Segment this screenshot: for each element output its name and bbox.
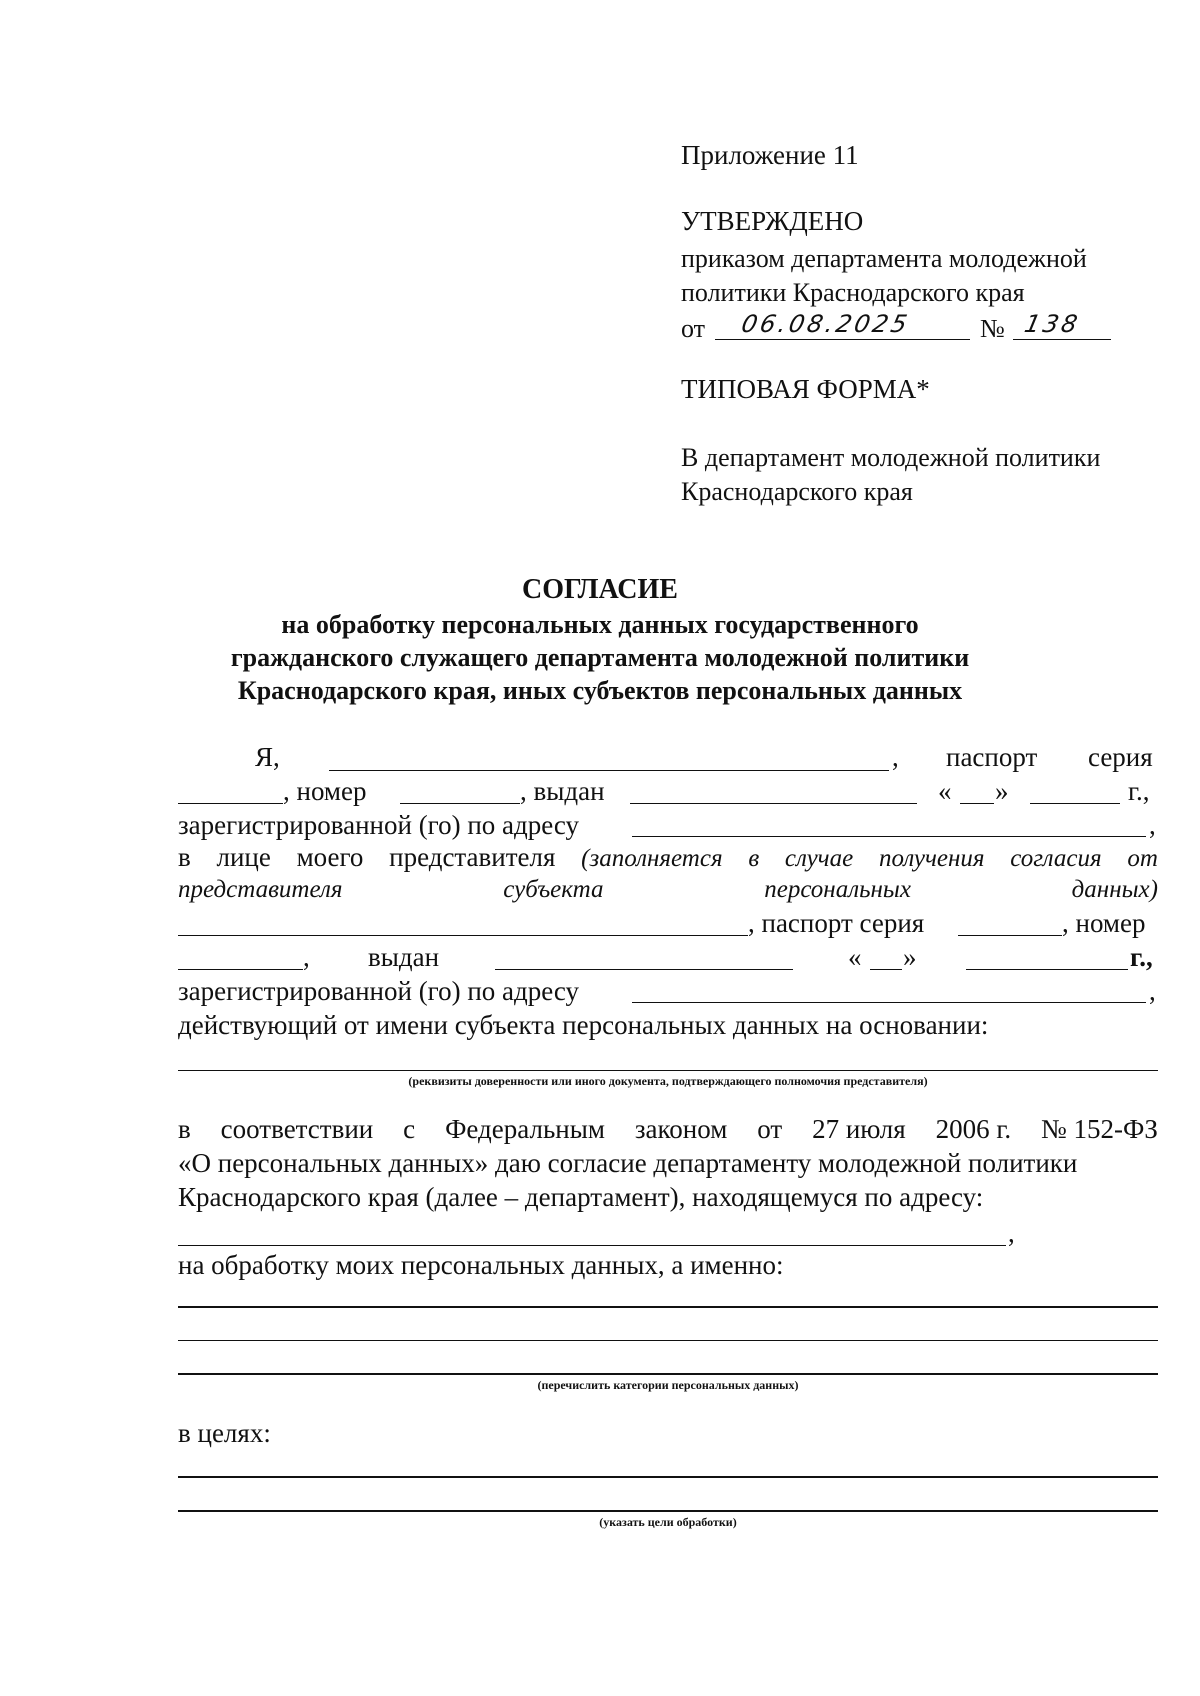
- doc-title: СОГЛАСИЕ: [522, 574, 678, 605]
- quote-open: «: [848, 942, 862, 972]
- addressee-line-2: Краснодарского края: [681, 477, 913, 506]
- consent-word: 2006 г.: [935, 1114, 1012, 1144]
- rep-note-word: субъекта: [503, 876, 604, 903]
- number-label: , номер: [283, 776, 367, 806]
- purposes-caption: (указать цели обработки): [599, 1515, 737, 1529]
- representative-note-line: [178, 876, 1158, 904]
- comma: ,: [1149, 810, 1156, 840]
- title-line-2: гражданского служащего департамента молодежной политики: [230, 643, 970, 672]
- consent-word: Федеральным: [445, 1114, 605, 1144]
- address-field[interactable]: [632, 836, 1146, 837]
- form-type-label: ТИПОВАЯ ФОРМА*: [681, 374, 930, 404]
- consent-word: соответствии: [220, 1114, 374, 1144]
- rep-registered-label: зарегистрированной (го) по адресу: [178, 976, 580, 1006]
- rep-note-word: персональных: [764, 876, 911, 903]
- number-underline: [1013, 339, 1111, 340]
- rep-passport-number-field[interactable]: [178, 969, 303, 970]
- quote-open: «: [938, 776, 952, 806]
- consent-word: от: [757, 1114, 783, 1144]
- passport-label: паспорт: [946, 742, 1038, 772]
- acting-label: действующий от имени субъекта персональных данных на основании:: [178, 1010, 989, 1040]
- rep-note-word: согласия: [1010, 845, 1102, 872]
- i-label: Я,: [255, 742, 280, 772]
- rep-issued-by-field[interactable]: [495, 969, 793, 970]
- rep-passport-series-field[interactable]: [958, 935, 1062, 936]
- categories-field-3[interactable]: [178, 1373, 1158, 1375]
- consent-word: в: [178, 1114, 191, 1144]
- order-date-handwritten: 06.08.2025: [739, 310, 913, 338]
- date-underline: [715, 339, 970, 340]
- rep-note-word: (заполняется: [581, 845, 723, 872]
- order-number-label: №: [980, 314, 1005, 343]
- title-line-3: Краснодарского края, иных субъектов персональных данных: [237, 676, 963, 705]
- purposes-field-1[interactable]: [178, 1476, 1158, 1478]
- comma: ,: [303, 942, 310, 972]
- categories-caption: (перечислить категории персональных данных): [537, 1378, 799, 1392]
- order-line-2: политики Краснодарского края: [681, 278, 1025, 307]
- order-number-handwritten: 138: [1022, 310, 1083, 338]
- issue-day-field[interactable]: [960, 803, 994, 804]
- rep-note-word: получения: [878, 845, 985, 872]
- issued-label: , выдан: [520, 776, 605, 806]
- consent-word: законом: [634, 1114, 728, 1144]
- order-line-1: приказом департамента молодежной: [681, 244, 1087, 273]
- purposes-field-2[interactable]: [178, 1510, 1158, 1512]
- consent-line-2: «О персональных данных» даю согласие департаменту молодежной политики: [178, 1148, 1078, 1178]
- year-suffix: г.,: [1128, 776, 1150, 806]
- consent-line-1: [178, 1114, 1158, 1145]
- power-of-attorney-field[interactable]: [178, 1070, 1158, 1071]
- consent-word: с: [403, 1114, 416, 1144]
- passport-series-field[interactable]: [178, 803, 283, 804]
- rep-number-label: , номер: [1062, 908, 1146, 938]
- department-address-field[interactable]: [178, 1245, 1006, 1246]
- categories-field-1[interactable]: [178, 1306, 1158, 1308]
- fullname-field[interactable]: [329, 770, 889, 771]
- comma: ,: [1008, 1218, 1015, 1248]
- approved-label: УТВЕРЖДЕНО: [681, 206, 864, 236]
- rep-issue-day-field[interactable]: [870, 969, 902, 970]
- series-label: серия: [1088, 742, 1153, 772]
- rep-note-word: в: [748, 845, 760, 872]
- issued-by-field[interactable]: [630, 803, 917, 804]
- issue-month-field[interactable]: [1030, 803, 1120, 804]
- comma: ,: [1149, 976, 1156, 1006]
- rep-address-field[interactable]: [632, 1002, 1146, 1003]
- rep-issued-label: выдан: [368, 942, 440, 972]
- rep-issue-month-field[interactable]: [966, 969, 1128, 970]
- rep-note-word: данных): [1071, 876, 1158, 903]
- passport-number-field[interactable]: [400, 803, 520, 804]
- rep-note-word: от: [1127, 845, 1158, 872]
- quote-close: »: [903, 942, 917, 972]
- appendix-label: Приложение 11: [681, 140, 859, 170]
- purposes-label: в целях:: [178, 1418, 271, 1448]
- comma: ,: [892, 742, 899, 772]
- consent-line-3: Краснодарского края (далее – департамент), находящемуся по адресу:: [178, 1182, 984, 1212]
- rep-word: представителя: [389, 842, 556, 872]
- rep-note-word: представителя: [178, 876, 343, 903]
- year-suffix: г.,: [1130, 942, 1153, 972]
- registered-label: зарегистрированной (го) по адресу: [178, 810, 580, 840]
- rep-note-word: случае: [784, 845, 854, 872]
- rep-word: в: [178, 842, 191, 872]
- rep-fullname-field[interactable]: [178, 935, 748, 936]
- quote-close: »: [995, 776, 1009, 806]
- rep-passport-series-label: , паспорт серия: [748, 908, 925, 938]
- representative-line: [178, 842, 1158, 873]
- date-from-label: от: [681, 314, 706, 343]
- rep-word: моего: [296, 842, 364, 872]
- rep-word: лице: [216, 842, 271, 872]
- consent-word: 27 июля: [812, 1114, 906, 1144]
- categories-field-2[interactable]: [178, 1340, 1158, 1341]
- processing-label: на обработку моих персональных данных, а именно:: [178, 1250, 784, 1280]
- title-line-1: на обработку персональных данных государственного: [281, 610, 919, 639]
- consent-word: № 152-ФЗ: [1041, 1114, 1158, 1144]
- power-caption: (реквизиты доверенности или иного документа, подтверждающего полномочия представителя): [408, 1074, 928, 1088]
- addressee-line-1: В департамент молодежной политики: [681, 443, 1101, 472]
